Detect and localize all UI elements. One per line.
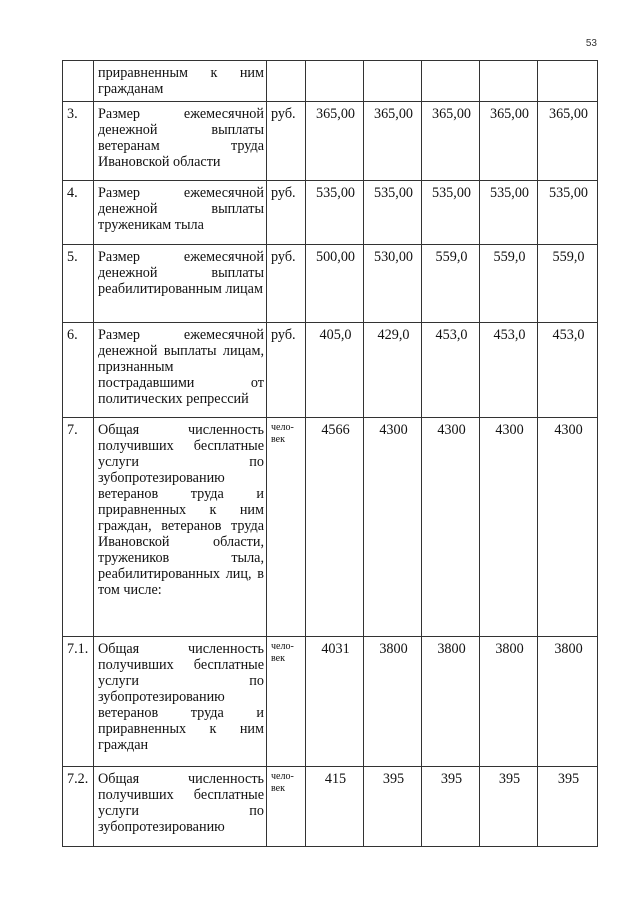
unit-cell: чело-век [267,418,306,637]
value-cell: 365,00 [480,102,538,181]
indicator-name: Общая численность получивших бесплатные услуги по зубопротезированию ветеранов труда и приравненных к ним граждан [94,637,267,767]
value-cell: 4300 [364,418,422,637]
value-cell: 530,00 [364,245,422,323]
value-cell: 4300 [480,418,538,637]
unit-cell: руб. [267,181,306,245]
row-number: 7. [63,418,94,637]
indicators-table [62,60,598,847]
value-cell [306,61,364,102]
indicator-name: Размер ежемесячной денежной выплаты ветеранам труда Ивановской области [94,102,267,181]
indicator-name: Общая численность получивших бесплатные услуги по зубопротезированию ветеранов труда и приравненных к ним граждан, ветеранов труда Ивановской области, тружеников тыла, реабилитированных лиц, в том числе: [94,418,267,637]
value-cell: 453,0 [538,323,598,418]
row-number: 4. [63,181,94,245]
table-row [63,245,598,323]
value-cell [480,61,538,102]
value-cell: 453,0 [480,323,538,418]
value-cell: 365,00 [306,102,364,181]
value-cell [364,61,422,102]
unit-cell: руб. [267,245,306,323]
row-number [63,61,94,102]
value-cell: 4300 [422,418,480,637]
value-cell: 395 [422,767,480,847]
value-cell: 4031 [306,637,364,767]
indicator-name: Общая численность получивших бесплатные услуги по зубопротезированию [94,767,267,847]
table-row [63,767,598,847]
table-row [63,102,598,181]
unit-cell: чело-век [267,767,306,847]
value-cell: 429,0 [364,323,422,418]
value-cell: 559,0 [538,245,598,323]
value-cell [422,61,480,102]
value-cell: 3800 [422,637,480,767]
unit-cell: руб. [267,323,306,418]
value-cell: 365,00 [364,102,422,181]
value-cell: 535,00 [480,181,538,245]
value-cell [538,61,598,102]
unit-cell: руб. [267,102,306,181]
value-cell: 4566 [306,418,364,637]
value-cell: 405,0 [306,323,364,418]
value-cell: 395 [364,767,422,847]
row-number: 7.2. [63,767,94,847]
table-row [63,181,598,245]
unit-cell: чело-век [267,637,306,767]
row-number: 3. [63,102,94,181]
indicator-name: Размер ежемесячной денежной выплаты реабилитированным лицам [94,245,267,323]
value-cell: 415 [306,767,364,847]
table-row [63,61,598,102]
value-cell: 559,0 [480,245,538,323]
value-cell: 453,0 [422,323,480,418]
value-cell: 395 [538,767,598,847]
table-row [63,323,598,418]
value-cell: 3800 [364,637,422,767]
table-row [63,418,598,637]
value-cell: 535,00 [306,181,364,245]
row-number: 5. [63,245,94,323]
value-cell: 559,0 [422,245,480,323]
value-cell: 3800 [480,637,538,767]
value-cell: 535,00 [364,181,422,245]
row-number: 7.1. [63,637,94,767]
page-number: 53 [585,38,597,49]
value-cell: 3800 [538,637,598,767]
value-cell: 395 [480,767,538,847]
value-cell: 365,00 [422,102,480,181]
indicator-name: приравненным к ним гражданам [94,61,267,102]
indicator-name: Размер ежемесячной денежной выплаты лицам, признанным пострадавшими от политических репрессий [94,323,267,418]
unit-cell [267,61,306,102]
value-cell: 535,00 [538,181,598,245]
value-cell: 500,00 [306,245,364,323]
row-number: 6. [63,323,94,418]
table-row [63,637,598,767]
value-cell: 4300 [538,418,598,637]
indicator-name: Размер ежемесячной денежной выплаты труженикам тыла [94,181,267,245]
value-cell: 535,00 [422,181,480,245]
value-cell: 365,00 [538,102,598,181]
